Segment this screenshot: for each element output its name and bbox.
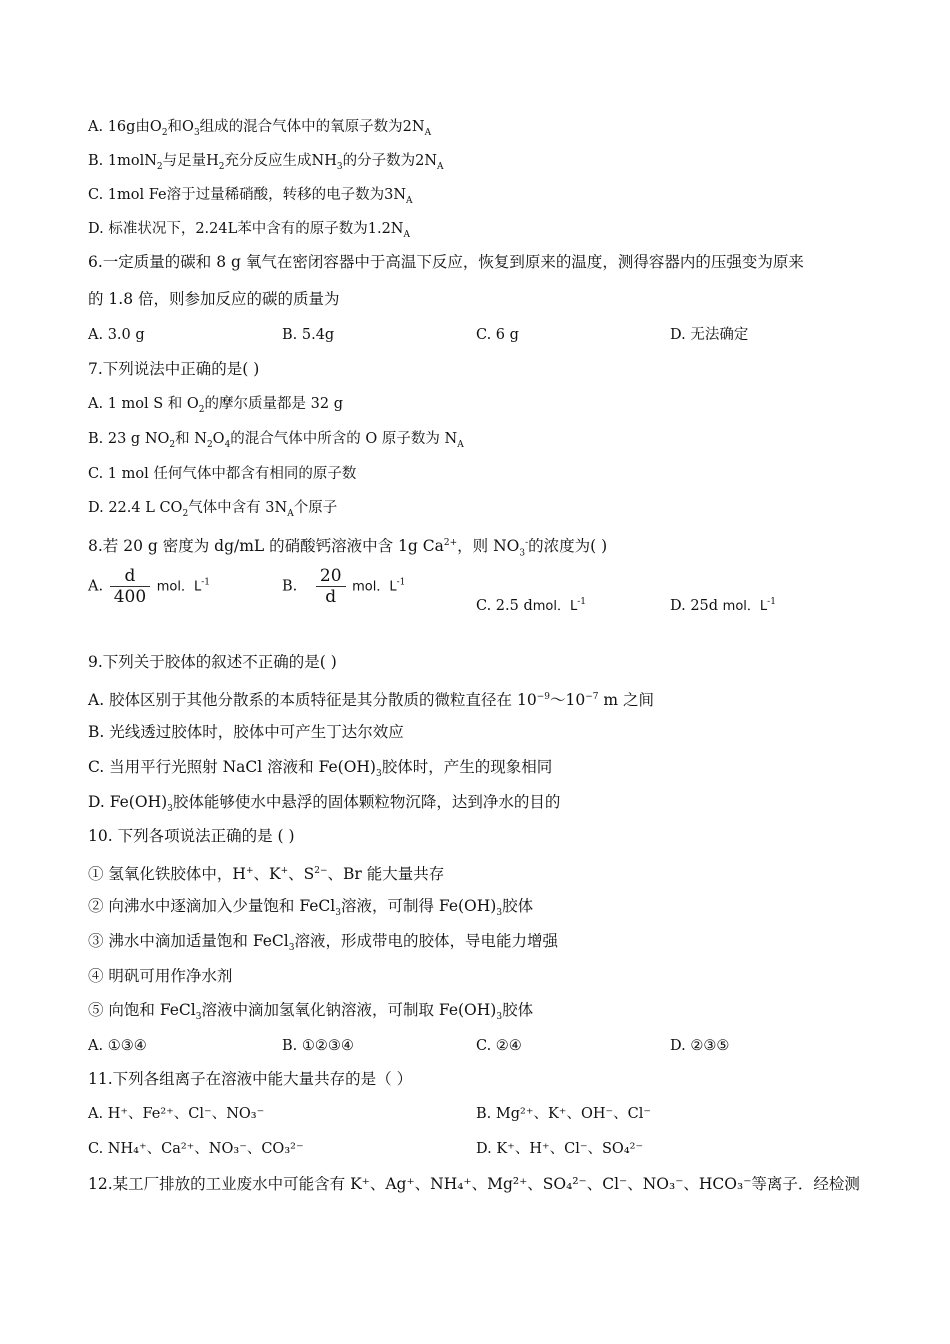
q10-option-c: C. ②④ xyxy=(476,1038,522,1054)
q8-option-d: D. 25d mol．$L^{-1}$ xyxy=(670,597,776,614)
q7-option-d: D. 22.4 L $CO_2$气体中含有 $3N_A$个原子 xyxy=(88,500,338,519)
q10-stem: 10. 下列各项说法正确的是 ( ) xyxy=(88,827,295,845)
q6-option-d: D. 无法确定 xyxy=(670,327,749,343)
q10-statement-3: ③ 沸水中滴加适量饱和 FeCl$_3$溶液，形成带电的胶体，导电能力增强 xyxy=(88,932,559,954)
q8-option-b-fraction: $\frac{20}{d}$ xyxy=(316,566,346,607)
q6-option-a: A. 3.0 g xyxy=(88,327,145,343)
q10-statement-2: ② 向沸水中逐滴加入少量饱和 FeCl$_3$溶液，可制得 $Fe(OH)_3$胶体 xyxy=(88,897,534,919)
q10-option-d: D. ②③⑤ xyxy=(670,1038,730,1054)
q12-stem: 12.某工厂排放的工业废水中可能含有 K⁺、Ag⁺、NH₄⁺、Mg²⁺、SO₄²⁻、Cl⁻、NO₃⁻、HCO₃⁻等离子．经检测 xyxy=(88,1175,860,1193)
q9-option-a: A. 胶体区别于其他分散系的本质特征是其分散质的微粒直径在 $10^{-9}\sim 10^{-7}$ m 之间 xyxy=(88,691,655,710)
q9-option-d: D. $Fe(OH)_3$胶体能够使水中悬浮的固体颗粒物沉降，达到净水的目的 xyxy=(88,793,561,815)
q11-option-c: C. NH₄⁺、Ca²⁺、NO₃⁻、CO₃²⁻ xyxy=(88,1141,304,1157)
q9-option-c: C. 当用平行光照射 NaCl 溶液和 $Fe(OH)_3$胶体时，产生的现象相同 xyxy=(88,758,553,780)
q5-option-b: B. 1molN$_2$与足量$H_2$充分反应生成$NH_3$的分子数为$2N_A$ xyxy=(88,153,444,172)
q9-option-b: B. 光线透过胶体时，胶体中可产生丁达尔效应 xyxy=(88,723,404,741)
q5-option-c: C. 1mol Fe溶于过量稀硝酸，转移的电子数为$3N_A$ xyxy=(88,187,413,206)
q10-statement-1: ① 氢氧化铁胶体中，H+、K+、$S^{2-}$、Br 能大量共存 xyxy=(88,865,445,884)
q10-statement-4: ④ 明矾可用作净水剂 xyxy=(88,967,233,985)
q9-stem: 9.下列关于胶体的叙述不正确的是( ) xyxy=(88,653,337,671)
q10-statement-5: ⑤ 向饱和 FeCl$_3$溶液中滴加氢氧化钠溶液，可制取 $Fe(OH)_3$胶体 xyxy=(88,1001,534,1023)
q7-option-a: A. 1 mol S 和 $O_2$的摩尔质量都是 32 g xyxy=(88,396,343,415)
q8-option-a-fraction: $\frac{d}{400}$ xyxy=(110,566,150,607)
q8-option-c: C. 2.5 dmol．$L^{-1}$ xyxy=(476,597,587,614)
q5-option-a: A. 16g由$O_2$和$O_3$组成的混合气体中的氧原子数为$2N_A$ xyxy=(88,119,432,138)
q10-option-b: B. ①②③④ xyxy=(282,1038,354,1054)
q6-option-b: B. 5.4g xyxy=(282,327,335,343)
q8-option-a: A. $\frac{d}{400}$ mol．$L^{-1}$ xyxy=(88,566,211,607)
q7-option-c: C. 1 mol 任何气体中都含有相同的原子数 xyxy=(88,466,357,482)
q7-option-b: B. 23 g $NO_2$和 $N_2O_4$的混合气体中所含的 O 原子数为 $N_A$ xyxy=(88,431,464,450)
q11-stem: 11.下列各组离子在溶液中能大量共存的是（ ） xyxy=(88,1070,413,1088)
q8-option-b: B. $\frac{20}{d}$ mol．$L^{-1}$ xyxy=(282,566,406,607)
q10-option-a: A. ①③④ xyxy=(88,1038,147,1054)
q5-option-d: D. 标准状况下，2.24L苯中含有的原子数为$1.2N_A$ xyxy=(88,221,410,240)
q8-stem: 8.若 20 g 密度为 dg/mL 的硝酸钙溶液中含 1g $Ca^{2+}$，则 $NO_3^-$的浓度为( ) xyxy=(88,537,608,559)
q6-stem-line1: 6.一定质量的碳和 8 g 氧气在密闭容器中于高温下反应，恢复到原来的温度，测得容器内的压强变为原来 xyxy=(88,253,804,271)
q11-option-b: B. Mg²⁺、K⁺、OH⁻、Cl⁻ xyxy=(476,1106,652,1122)
q6-option-c: C. 6 g xyxy=(476,327,519,343)
q6-stem-line2: 的 1.8 倍，则参加反应的碳的质量为 xyxy=(88,290,340,308)
q7-stem: 7.下列说法中正确的是( ) xyxy=(88,360,260,378)
q11-option-a: A. H⁺、Fe²⁺、Cl⁻、NO₃⁻ xyxy=(88,1106,265,1122)
q11-option-d: D. K⁺、H⁺、Cl⁻、SO₄²⁻ xyxy=(476,1141,644,1157)
